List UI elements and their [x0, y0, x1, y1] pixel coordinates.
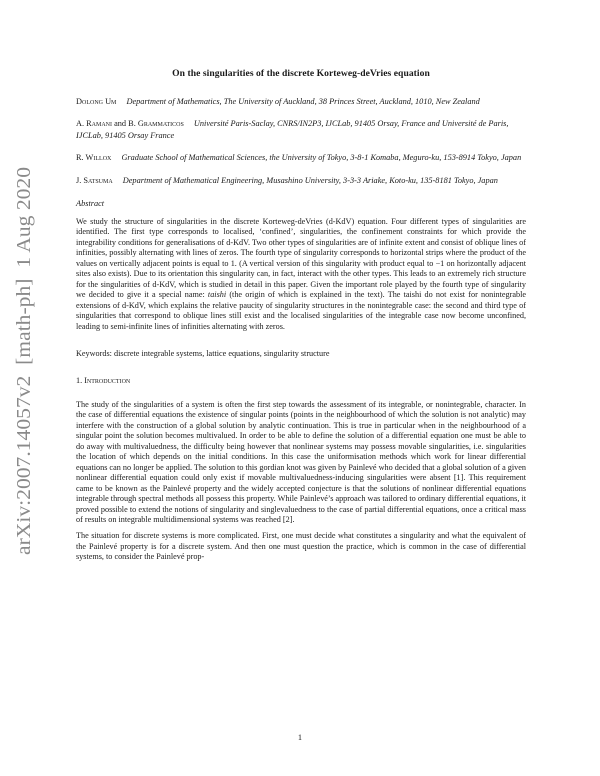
- section-heading: [76, 376, 526, 385]
- author-affiliation: Université Paris-Saclay, CNRS/IN2P3, IJCLab, 91405 Orsay, France and Université de Paris, IJCLab, 91405 Orsay France: [76, 119, 509, 140]
- author-names: [76, 119, 184, 128]
- author-conjunction: and: [114, 119, 127, 129]
- abstract-part: We study the structure of singularities in the discrete Korteweg-deVries (d-KdV) equation. Four different types of singularities are identified. The first type corresponds to localised, ‘confined’, singularities, the confinement constraints for which provide the integrability conditions for generalisations of d-KdV. Two other types of singularities are of infinite extent and consist of oblique lines of infinities, possibly alternating with lines of zeros. The fourth type of singularity corresponds to horizontal strips where the product of the values on vertically adjacent points is equal to 1. (A vertical version of this singularity with product equal to −1 on horizontally adjacent sites also exists). Due to its orientation this singularity can, in fact, interact with the other types. This leads to an extremely rich structure for the singularities of d-KdV, which is studied in detail in this paper. Given the important role played by the fourth type of singularity we decided to give it a special name:: [76, 217, 526, 300]
- paper-page: [76, 68, 526, 569]
- section-number: 1.: [76, 376, 83, 386]
- author-affiliation: Graduate School of Mathematical Sciences, the University of Tokyo, 3-8-1 Komaba, Meguro-ku, 153-8914 Tokyo, Japan: [121, 153, 522, 163]
- author-name: B. Grammaticos: [128, 119, 184, 129]
- author-block-2: [76, 118, 526, 141]
- page-number: 1: [297, 733, 303, 742]
- author-block-1: [76, 96, 526, 107]
- abstract-text: [76, 217, 526, 332]
- abstract-part: (the origin of which is explained in the text). The taishi do not exist for nonintegrable extensions of d-KdV, which explains the relative paucity of singularity structures in the nonintegrable case: the second and third type of singularities that correspond to oblique lines still exist and the localised singularities of the integrable case now become unconfined, leading to semi-infinite lines of infinities alternating with zeros.: [76, 290, 526, 331]
- arxiv-identifier-text: arXiv:2007.14057v2 [math-ph] 1 Aug 2020: [13, 195, 35, 555]
- body-paragraph: The situation for discrete systems is more complicated. First, one must decide what constitutes a singularity and what the equivalent of the Painlevé property is for a discrete system. And then one must question the practice, which is common in the case of differential systems, to consider the Painlevé prop-: [76, 531, 526, 562]
- abstract-emphasis: taishi: [207, 290, 227, 300]
- author-affiliation: Department of Mathematical Engineering, Musashino University, 3-3-3 Ariake, Koto-ku, 135-8181 Tokyo, Japan: [122, 175, 498, 185]
- author-affiliation: Department of Mathematics, The University of Auckland, 38 Princes Street, Auckland, 1010, New Zealand: [126, 97, 480, 106]
- author-names: Dolong Um: [76, 97, 117, 106]
- author-name: A. Ramani: [76, 119, 113, 129]
- author-block-3: [76, 152, 526, 163]
- arxiv-identifier-stamp: [8, 166, 38, 556]
- section-title: Introduction: [84, 376, 131, 386]
- body-paragraph: The study of the singularities of a system is often the first step towards the assessment of its integrable, or nonintegrable, character. In the case of differential equations the existence of singular points (points in the neighbourhood of which the solution is not analytic) may interfere with the construction of a global solution by analytic continuation. This is true in particular when in the neighbourhood of a singular point the solution becomes multivalued. In order to be able to define the solution of a differential equation one must be able to do away with multivaluedness, the difficulty being however that nonlinear systems may possess movable singularities, i.e. singularities the location of which depends on the initial conditions. In this case the uniformisation methods which work for linear differential equations can no longer be applied. The solution to this gordian knot was given by Painlevé who decided that a global solution of a given nonlinear differential equation could only exist if movable multivaluedness-inducing singularities were absent [1]. This requirement came to be known as the Painlevé property and the widely accepted conjecture is that the solutions of nonlinear differential equations integrable through spectral methods all possess this property. While Painlevé’s approach was tailored to ordinary differential equations, it proved possible to extend the notions of singularity and singlevaluedness to the case of partial differential equations, once a critical mass of results on integrable multidimensional systems was reached [2].: [76, 400, 526, 524]
- paper-title: On the singularities of the discrete Korteweg-deVries equation: [172, 68, 430, 79]
- author-names: R. Willox: [76, 153, 112, 163]
- keywords: Keywords: discrete integrable systems, lattice equations, singularity structure: [76, 349, 330, 359]
- author-block-4: [76, 175, 526, 186]
- author-names: J. Satsuma: [76, 175, 113, 185]
- abstract-heading: Abstract: [76, 199, 105, 209]
